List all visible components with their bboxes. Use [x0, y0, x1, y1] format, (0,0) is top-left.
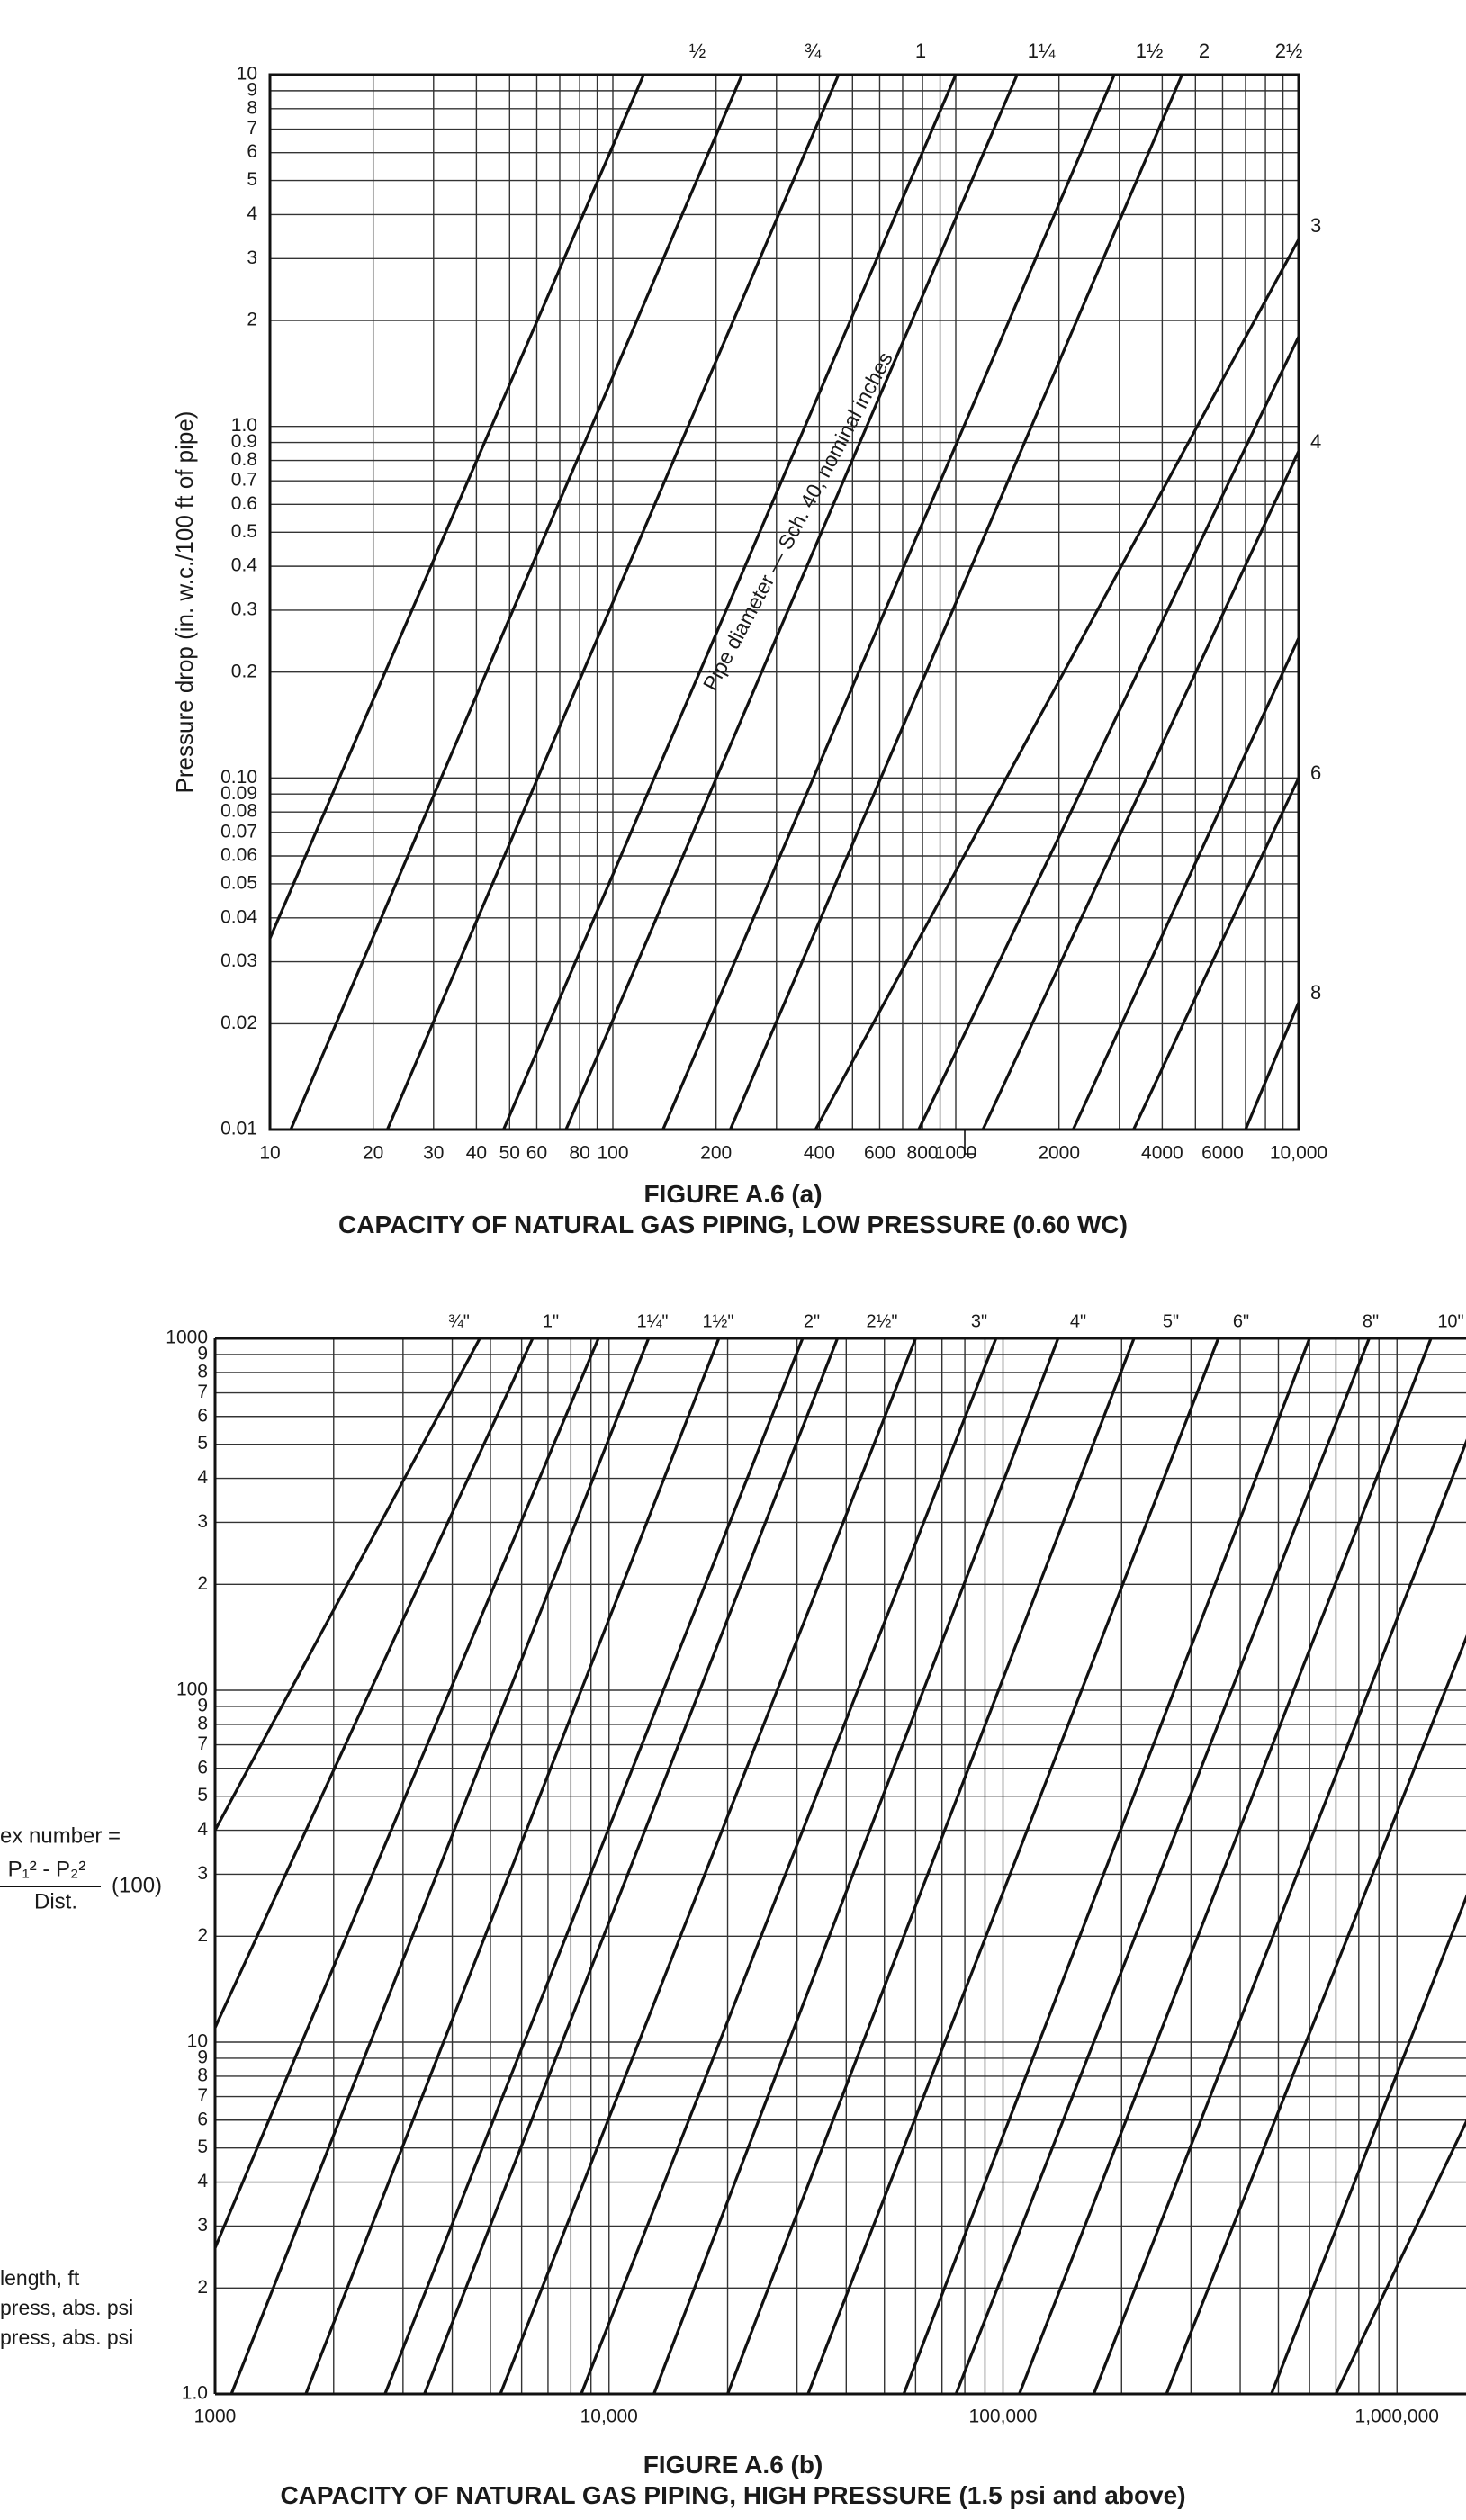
y-tick-label: 8 [247, 97, 257, 119]
x-tick-label: 6000 [1201, 1142, 1244, 1164]
legend-inlet-pressure: press, abs. psi [0, 2296, 134, 2320]
series-label-top: 1¼" [636, 1311, 669, 1332]
y-tick-label: 0.07 [220, 821, 257, 842]
y-tick-label: 0.04 [220, 906, 257, 928]
y-tick-label: 7 [197, 1733, 208, 1755]
y-tick-label: 0.02 [220, 1012, 257, 1033]
series-label-top: 10" [1437, 1311, 1464, 1332]
y-tick-label: 3 [197, 1510, 208, 1532]
series-line [270, 75, 643, 938]
series-line [306, 1338, 719, 2394]
series-label-right: 8 [1310, 980, 1322, 1004]
series-label-top: 5" [1162, 1311, 1180, 1332]
y-tick-label: 0.09 [220, 782, 257, 804]
y-tick-label: 4 [197, 1467, 208, 1489]
y-tick-label: 0.08 [220, 800, 257, 822]
y-tick-label: 8 [197, 2065, 208, 2086]
y-tick-label: 1.0 [230, 415, 257, 436]
y-tick-label: 4 [247, 203, 257, 225]
y-tick-label: 0.5 [230, 520, 257, 542]
y-tick-label: 0.05 [220, 872, 257, 894]
x-tick-label: 50 [499, 1142, 520, 1164]
y-tick-label: 3 [247, 247, 257, 268]
y-tick-label: 0.03 [220, 950, 257, 972]
y-tick-label: 9 [197, 1695, 208, 1716]
series-label-top: 2 [1198, 39, 1210, 62]
series-label-top: 2½" [866, 1311, 898, 1332]
y-axis-label: Pressure drop (in. w.c./100 ft of pipe) [170, 410, 198, 794]
x-tick-label: 10,000 [580, 2406, 638, 2427]
y-tick-label: 0.01 [220, 1118, 257, 1139]
formula-factor: (100) [112, 1873, 163, 1898]
series-label-top: 1 [914, 39, 927, 62]
series-label-top: 4" [1069, 1311, 1087, 1332]
y-tick-label: 0.06 [220, 844, 257, 866]
series-label-top: ½ [688, 39, 706, 62]
y-tick-label: 100 [175, 1678, 208, 1700]
y-tick-label: 5 [197, 1433, 208, 1454]
caption-a-title: FIGURE A.6 (a) [643, 1180, 823, 1208]
y-tick-label: 7 [197, 2085, 208, 2107]
y-tick-label: 7 [197, 1382, 208, 1403]
y-tick-label: 9 [197, 2047, 208, 2068]
y-tick-label: 5 [247, 169, 257, 191]
series-label-top: 1¼ [1027, 39, 1056, 62]
series-label-top: 8" [1362, 1311, 1380, 1332]
series-line [231, 1338, 649, 2394]
series-label-top: 1½ [1135, 39, 1164, 62]
series-line [215, 1338, 533, 2028]
caption-figure-a [0, 1179, 1466, 1240]
caption-a-subtitle: CAPACITY OF NATURAL GAS PIPING, LOW PRESSURE (0.60 WC) [338, 1210, 1128, 1238]
y-tick-label: 0.9 [230, 431, 257, 453]
series-line [1093, 1338, 1466, 2394]
series-line [919, 337, 1299, 1130]
x-tick-label: 60 [526, 1142, 548, 1164]
series-line [1134, 778, 1299, 1130]
formula-numerator: P₁² - P₂² [7, 1857, 86, 1882]
index-number-label: ex number = [0, 1823, 121, 1849]
caption-b-title: FIGURE A.6 (b) [643, 2451, 823, 2479]
y-tick-label: 2 [247, 309, 257, 330]
series-label-top: 1" [542, 1311, 560, 1332]
x-tick-label: 80 [569, 1142, 590, 1164]
y-tick-label: 9 [197, 1343, 208, 1364]
series-label-top: 1½" [702, 1311, 734, 1332]
y-tick-label: 0.10 [220, 766, 257, 788]
y-tick-label: 5 [197, 1785, 208, 1806]
y-tick-label: 0.4 [230, 554, 257, 576]
y-tick-label: 6 [197, 1405, 208, 1426]
x-tick-label: 20 [363, 1142, 384, 1164]
x-tick-label: 100,000 [968, 2406, 1038, 2427]
x-tick-label: 400 [803, 1142, 835, 1164]
formula-denominator: Dist. [34, 1889, 77, 1914]
y-tick-label: 0.8 [230, 449, 257, 471]
y-tick-label: 6 [197, 1757, 208, 1778]
series-line [291, 75, 742, 1130]
x-tick-label: 600 [863, 1142, 895, 1164]
series-line [654, 1338, 1058, 2394]
series-line [1166, 1338, 1466, 2394]
chart-high-pressure [0, 1311, 1466, 2426]
series-label-top: 2" [803, 1311, 821, 1332]
y-tick-label: 9 [247, 79, 257, 101]
y-tick-label: 2 [197, 1572, 208, 1594]
x-tick-label: 30 [423, 1142, 445, 1164]
x-tick-label: 40 [465, 1142, 488, 1164]
x-tick-label: 800 [906, 1142, 939, 1164]
series-label-right: 4 [1310, 429, 1322, 453]
chart-low-pressure [171, 40, 1327, 1164]
y-tick-label: 2 [197, 2276, 208, 2298]
series-label-top: 2½ [1274, 39, 1303, 62]
caption-figure-b [0, 2450, 1466, 2511]
x-tick-label: 10,000 [1269, 1142, 1328, 1164]
y-tick-label: 5 [197, 2137, 208, 2158]
series-label-top: ¾ [804, 39, 822, 62]
series-label-top: ¾" [448, 1311, 470, 1332]
series-line [1246, 1003, 1299, 1130]
y-tick-label: 0.2 [230, 661, 257, 682]
y-tick-label: 8 [197, 1713, 208, 1734]
series-label-top: 6" [1232, 1311, 1250, 1332]
y-tick-label: 2 [197, 1924, 208, 1946]
x-tick-label: 200 [700, 1142, 733, 1164]
x-tick-label: 1,000,000 [1354, 2406, 1439, 2427]
series-label-right: 6 [1310, 760, 1322, 784]
y-tick-label: 4 [197, 2171, 208, 2192]
x-tick-label: 100 [597, 1142, 629, 1164]
caption-b-subtitle: CAPACITY OF NATURAL GAS PIPING, HIGH PRESSURE (1.5 psi and above) [280, 2481, 1186, 2509]
y-tick-label: 4 [197, 1819, 208, 1840]
series-line [425, 1338, 838, 2394]
legend-length: length, ft [0, 2266, 80, 2290]
y-tick-label: 0.7 [230, 469, 257, 490]
series-line [385, 1338, 803, 2394]
series-line [566, 75, 1017, 1130]
y-tick-label: 7 [247, 118, 257, 140]
y-tick-label: 10 [186, 2030, 208, 2052]
x-tick-label: 2000 [1038, 1142, 1081, 1164]
y-tick-label: 8 [197, 1361, 208, 1382]
y-tick-label: 3 [197, 1862, 208, 1884]
series-line [500, 1338, 915, 2394]
series-label-top: 3" [970, 1311, 988, 1332]
y-tick-label: 3 [197, 2214, 208, 2236]
x-tick-label: 10 [259, 1142, 281, 1164]
legend-outlet-pressure: press, abs. psi [0, 2326, 134, 2350]
y-tick-label: 10 [236, 63, 257, 85]
y-tick-label: 6 [197, 2109, 208, 2130]
y-tick-label: 0.6 [230, 492, 257, 514]
pipe-diameter-annotation: Pipe diameter — Sch. 40, nominal inches [697, 347, 897, 695]
x-tick-label: 1000 [934, 1142, 977, 1164]
y-tick-label: 1.0 [181, 2382, 208, 2404]
series-line [956, 1338, 1369, 2394]
series-line [983, 451, 1299, 1130]
y-tick-label: 6 [247, 141, 257, 163]
x-tick-label: 1000 [193, 2406, 237, 2427]
series-label-right: 3 [1310, 213, 1322, 237]
series-line [1020, 1338, 1431, 2394]
x-tick-label: 4000 [1141, 1142, 1183, 1164]
y-tick-label: 0.3 [230, 598, 257, 620]
y-tick-label: 1000 [166, 1327, 208, 1348]
